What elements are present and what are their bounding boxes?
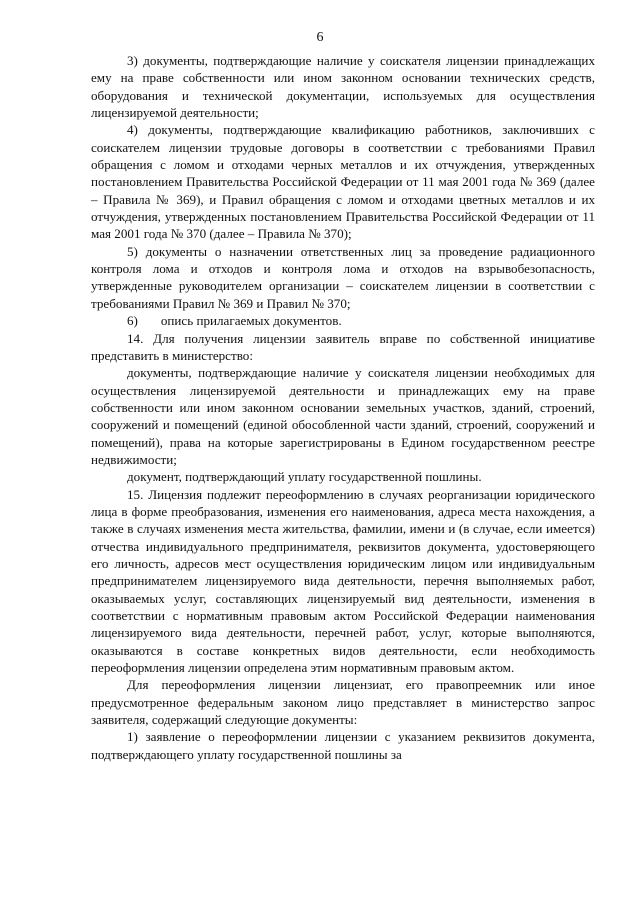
page-number: 6 [316, 30, 324, 45]
paragraph-clause-15: 15. Лицензия подлежит переоформлению в случаях реорганизации юридического лица в форме преобразования, изменения его наименования, адреса места нахождения, а также в случаях изменения места жительства, фамилии, имени и (в случае, если имеется) отчества индивидуального предпринимателя, реквизитов документа, удостоверяющего его личность, адресов мест осуществления юридическим лицом или индивидуальным предпринимателем лицензируемого вида деятельности, перечня выполняемых работ, оказываемых услуг, составляющих лицензируемый вид деятельности, изменения в соответствии с нормативным правовым актом Российской Федерации наименования лицензируемого вида деятельности, перечней работ, услуг, которые выполняются, оказываются в составе конкретных видов деятельности, если необходимость переоформления лицензии определена этим нормативным правовым актом. [91, 486, 595, 676]
paragraph-reissue-item-1: 1) заявление о переоформлении лицензии с указанием реквизитов документа, подтверждающего уплату государственной пошлины за [91, 729, 595, 762]
paragraph-clause-14: 14. Для получения лицензии заявитель вправе по собственной инициативе представить в министерство: [91, 330, 595, 363]
paragraph-clause-14-fee-document: документ, подтверждающий уплату государственной пошлины. [127, 469, 482, 485]
paragraph-item-4-documents: 4) документы, подтверждающие квалификацию работников, заключивших с соискателем лицензии трудовые договоры в соответствии с требованиями Правил обращения с ломом и отходами черных металлов и их отчуждения, утвержденных постановлением Правительства Российской Федерации от 11 мая 2001 года № 369 (далее – Правила № 369), и Правил обращения с ломом и отходами цветных металлов и их отчуждения, утвержденных постановлением Правительства Российской Федерации от 11 мая 2001 года № 370 (далее – Правила № 370); [91, 122, 595, 242]
document-body [91, 52, 595, 763]
paragraph-clause-14-documents: документы, подтверждающие наличие у соискателя лицензии необходимых для осуществления лицензируемой деятельности и принадлежащих ему на праве собственности или ином законном основании земельных участков, зданий, строений, сооружений и помещений (единой обособленной части зданий, строений, сооружений и помещений), права на которые зарегистрированы в Едином государственном реестре недвижимости; [91, 365, 595, 467]
paragraph-item-3-documents: 3) документы, подтверждающие наличие у соискателя лицензии принадлежащих ему на праве собственности или ином законном основании технических средств, оборудования и технической документации, используемых для осуществления лицензируемой деятельности; [91, 53, 595, 121]
paragraph-reissue-request: Для переоформления лицензии лицензиат, его правопреемник или иное предусмотренное федеральным законом лицо представляет в министерство запрос заявителя, содержащий следующие документы: [91, 677, 595, 728]
paragraph-item-6-inventory: 6) опись прилагаемых документов. [127, 313, 342, 329]
paragraph-item-5-documents: 5) документы о назначении ответственных лиц за проведение радиационного контроля лома и отходов и контроля лома и отходов на взрывобезопасность, утвержденные руководителем организации – соискателем лицензии в соответствии с требованиями Правил № 369 и Правил № 370; [91, 243, 595, 311]
